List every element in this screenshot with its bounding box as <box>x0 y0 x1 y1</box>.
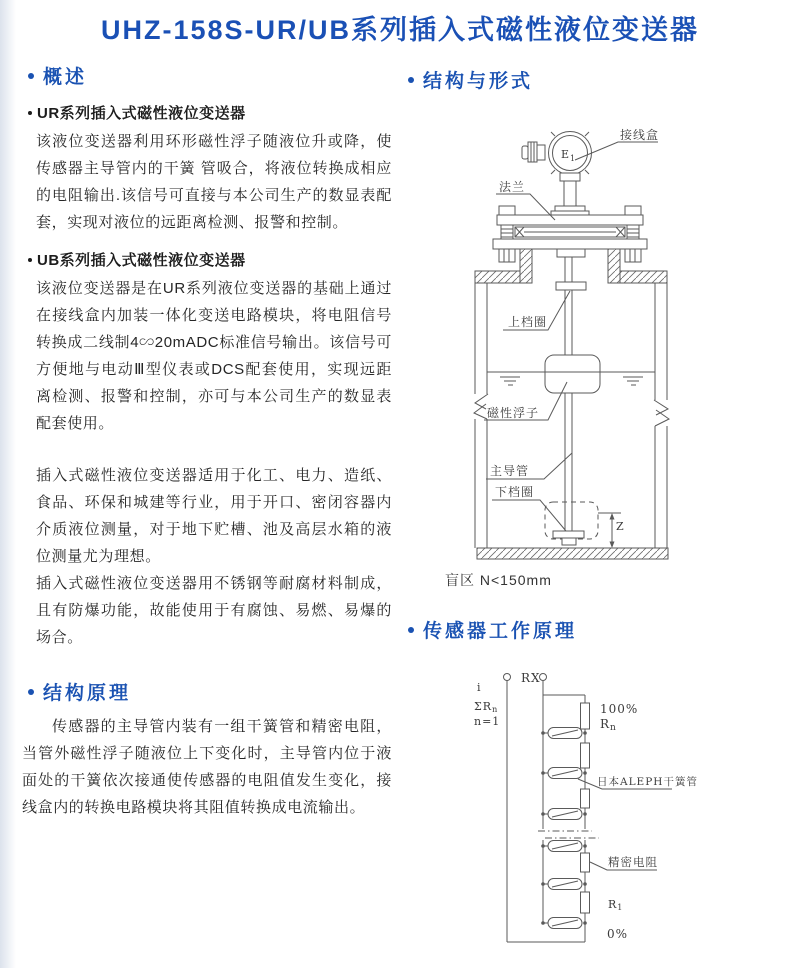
flange-label: 法兰 <box>499 180 526 194</box>
resistor-r1 <box>581 892 590 913</box>
precision-resistor-label: 精密电阻 <box>608 855 658 869</box>
lower-stop-ring <box>553 531 584 545</box>
reed-switch <box>541 728 587 739</box>
upper-stop-ring <box>556 282 586 290</box>
sensor-principle-heading-text: 传感器工作原理 <box>423 621 578 642</box>
junction-box <box>549 132 592 175</box>
e1-sub: 1 <box>570 154 577 163</box>
section-heading-structure-principle <box>28 678 392 705</box>
rn-sub: n <box>610 723 617 733</box>
reed-switch <box>541 809 587 820</box>
resistor <box>581 789 590 808</box>
pct-0-label: 0% <box>607 927 629 941</box>
section-heading-overview <box>28 62 392 89</box>
r1-base: R <box>608 898 618 911</box>
structure-principle-paragraph: 传感器的主导管内装有一组干簧管和精密电阻，当管外磁性浮子随液位上下变化时，主导管内位于液面处的干簧依次接通使传感器的电阻值发生变化，接线盒内的转换电路模块将其阻值转换成电流输出。 <box>22 718 392 816</box>
main-tube-label: 主导管 <box>490 464 530 478</box>
upper-ring-label: 上档圈 <box>508 315 548 329</box>
r1-label <box>608 898 623 912</box>
resistor <box>581 703 590 729</box>
lower-ring-label: 下档圈 <box>495 485 535 499</box>
page-edge-tint <box>0 0 16 968</box>
rn-base: R <box>600 717 611 731</box>
sum-sub: n <box>492 705 499 714</box>
bullet-icon <box>408 627 414 633</box>
e1-label <box>561 148 576 163</box>
rn-label <box>600 717 617 733</box>
float-label: 磁性浮子 <box>487 406 540 420</box>
magnetic-float <box>545 355 600 393</box>
applications-paragraph: 插入式磁性液位变送器适用于化工、电力、造纸、食品、环保和城建等行业，用于开口、密闭容器内介质液位测量，对于地下贮槽、池及高层水箱的液位测量尤为理想。 <box>36 467 392 565</box>
tank-bottom <box>477 548 668 559</box>
transmitter-neck <box>551 173 589 215</box>
structure-principle-heading-text: 结构原理 <box>43 683 132 704</box>
ub-heading-text: UB系列插入式磁性液位变送器 <box>37 252 246 269</box>
reed-switches <box>541 728 587 929</box>
r1-sub: 1 <box>617 903 624 912</box>
reed-switch <box>541 918 587 929</box>
ub-series-paragraph: 该液位变送器是在UR系列液位变送器的基础上通过在接线盒内加装一体化变送电路模块，将电阻信号转换成二线制4∽20mADC标准信号输出。该信号可方便地与电动Ⅲ型仪表或DCS配套使用，实现远距离检测、报警和控制，亦可与本公司生产的数显表配套使用。 <box>36 280 392 432</box>
bullet-icon <box>28 689 34 695</box>
left-column <box>22 62 392 821</box>
page-title: UHZ-158S-UR/UB系列插入式磁性液位变送器 <box>100 15 700 45</box>
terminal-left <box>504 674 511 681</box>
structure-diagram <box>440 110 770 565</box>
bullet-icon <box>28 111 32 115</box>
resistor-precision <box>581 853 590 872</box>
sum-lower-label: n=1 <box>474 715 501 728</box>
sum-base: ΣR <box>474 700 493 713</box>
rx-label: RX <box>521 671 541 685</box>
bullet-icon <box>408 77 414 83</box>
junction-box-label: 接线盒 <box>620 128 660 142</box>
bullet-icon <box>28 258 32 262</box>
bullet-icon <box>28 73 34 79</box>
resistor <box>581 743 590 768</box>
section-heading-sensor-principle <box>408 616 577 643</box>
break-mark <box>538 831 599 838</box>
circuit-diagram <box>460 655 720 955</box>
reed-switch <box>541 841 587 852</box>
reed-switch <box>541 879 587 890</box>
sum-label <box>474 700 498 714</box>
ub-series-heading <box>28 249 392 270</box>
section-heading-structure-form <box>408 66 533 93</box>
structure-form-heading-text: 结构与形式 <box>423 71 534 92</box>
pct-100-label: 100% <box>600 702 639 716</box>
sum-upper-label: i <box>477 681 482 694</box>
reed-switch <box>541 768 587 779</box>
ur-series-paragraph: 该液位变送器利用环形磁性浮子随液位升或降，使传感器主导管内的干簧 管吸合，将液位转换成相应的电阻输出.该信号可直接与本公司生产的数显表配套，实现对液位的远距离检测、报警和控制。 <box>36 133 392 231</box>
ur-series-heading <box>28 102 392 123</box>
z-dimension <box>598 513 625 548</box>
cable-gland <box>522 142 545 162</box>
material-paragraph: 插入式磁性液位变送器用不锈钢等耐腐材料制成，且有防爆功能，故能使用于有腐蚀、易燃、易爆的场合。 <box>36 575 392 646</box>
overview-heading-text: 概述 <box>43 67 88 88</box>
ur-heading-text: UR系列插入式磁性液位变送器 <box>37 105 246 122</box>
blind-zone-caption: 盲区 N<150mm <box>445 572 552 588</box>
z-label: Z <box>616 520 625 533</box>
reed-label: 日本ALEPH干簧管 <box>597 776 698 788</box>
e1-base: E <box>561 148 571 161</box>
